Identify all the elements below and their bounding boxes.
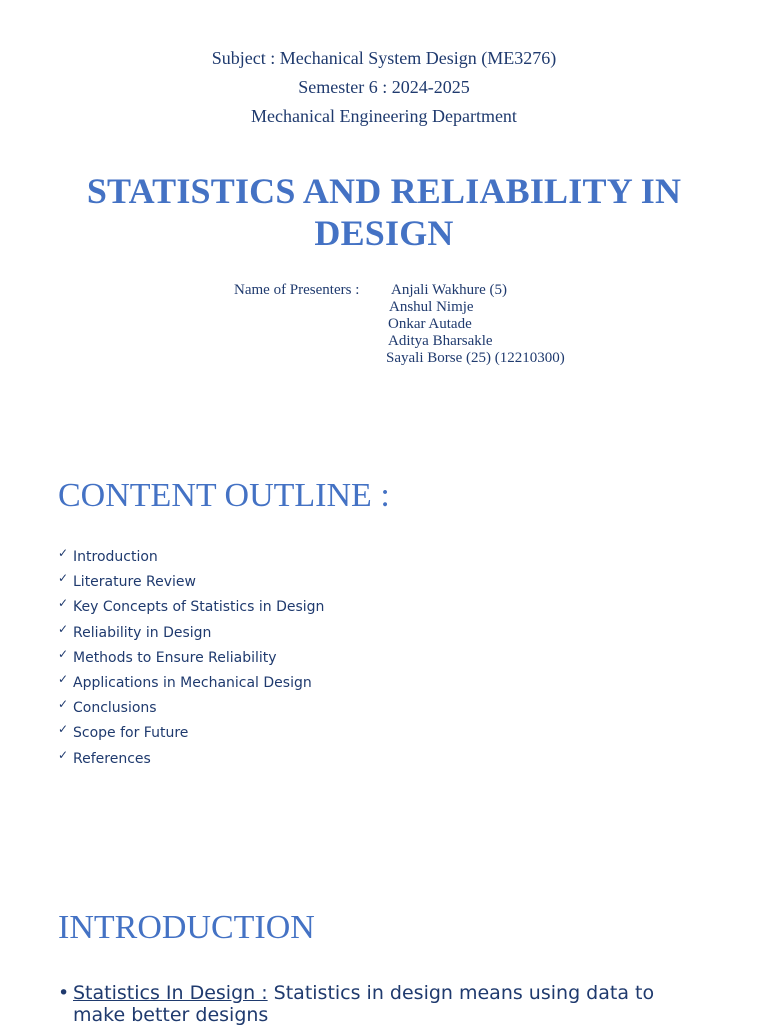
list-item [58, 748, 324, 773]
outline-item-label: Scope for Future [73, 725, 189, 742]
list-item [58, 647, 324, 672]
document-title: STATISTICS AND RELIABILITY IN DESIGN [86, 171, 682, 253]
outline-item-label: References [73, 750, 151, 767]
presenter-name: Sayali Borse (25) (12210300) [386, 350, 565, 366]
outline-item-label: Key Concepts of Statistics in Design [73, 599, 325, 616]
introduction-text [73, 982, 698, 1026]
checkmark-icon: ✓ [58, 722, 69, 737]
checkmark-icon: ✓ [58, 546, 69, 560]
list-item [58, 596, 324, 621]
list-item [58, 697, 324, 722]
introduction-description: Statistics in design means using data to make better designs [73, 982, 655, 1026]
checkmark-icon: ✓ [58, 747, 69, 762]
semester-line: Semester 6 : 2024-2025 [298, 77, 470, 97]
bullet-icon: • [58, 982, 70, 1004]
outline-item-label: Conclusions [73, 700, 157, 717]
header-block [0, 44, 768, 131]
checkmark-icon: ✓ [58, 596, 69, 611]
outline-heading: CONTENT OUTLINE : [58, 477, 390, 514]
list-item [58, 571, 324, 596]
department-line: Mechanical Engineering Department [251, 106, 517, 126]
list-item [58, 622, 324, 647]
checkmark-icon: ✓ [58, 671, 69, 686]
introduction-paragraph [58, 982, 698, 1026]
list-item [58, 546, 324, 571]
presenter-name: Onkar Autade [388, 316, 472, 332]
list-item [58, 672, 324, 697]
outline-item-label: Introduction [73, 549, 158, 565]
checkmark-icon: ✓ [58, 697, 69, 712]
subject-line: Subject : Mechanical System Design (ME3276) [211, 48, 557, 68]
presenter-names [386, 282, 565, 367]
presenter-name: Aditya Bharsakle [388, 333, 493, 349]
presenter-name: Anjali Wakhure (5) [391, 282, 507, 298]
checkmark-icon: ✓ [58, 646, 69, 661]
outline-item-label: Literature Review [73, 574, 196, 591]
outline-list [58, 546, 324, 773]
presenter-name: Anshul Nimje [389, 299, 474, 315]
presenters-label: Name of Presenters : [234, 282, 360, 298]
checkmark-icon: ✓ [58, 571, 69, 586]
outline-item-label: Reliability in Design [73, 624, 212, 641]
introduction-term: Statistics In Design : [73, 982, 268, 1004]
outline-item-label: Methods to Ensure Reliability [73, 649, 277, 666]
outline-item-label: Applications in Mechanical Design [73, 674, 312, 691]
list-item [58, 722, 324, 747]
introduction-heading: INTRODUCTION [58, 909, 315, 946]
checkmark-icon: ✓ [58, 621, 69, 636]
